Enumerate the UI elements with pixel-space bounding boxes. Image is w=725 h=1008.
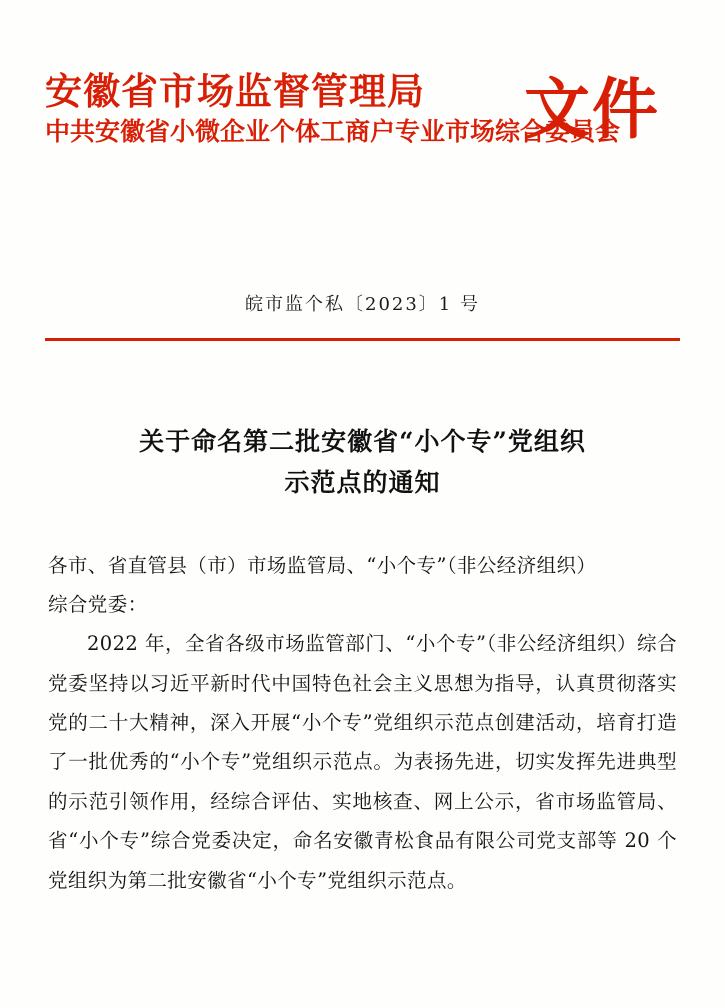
masthead-text-rows <box>45 70 680 147</box>
document-title <box>0 421 725 504</box>
addressee-line-2: 综合党委： <box>48 592 148 616</box>
title-line-2: 示范点的通知 <box>284 468 441 498</box>
addressee-line-1: 各市、省直管县（市）市场监管局、“小个专”（非公经济组织） <box>48 553 597 577</box>
document-number: 皖市监个私〔2023〕1 号 <box>245 294 480 315</box>
document-number-block <box>0 290 725 316</box>
issuing-authority-main: 安徽省市场监督管理局 <box>45 69 425 113</box>
title-line-1: 关于命名第二批安徽省“小个专”党组织 <box>139 427 586 456</box>
body-paragraph-1: 2022 年，全省各级市场监管部门、“小个专”（非公经济组织）综合党委坚持以习近平新时代中国特色社会主义思想为指导，认真贯彻落实党的二十大精神，深入开展“小个专”党组织示范点创建活动，培育打造了一批优秀的“小个专”党组织示范点。为表扬先进，切实发挥先进典型的示范引领作用，经综合评估、实地核查、网上公示，省市场监管局、省“小个专”综合党委决定，命名安徽青松食品有限公司党支部等 20 个党组织为第二批安徽省“小个专”党组织示范点。 <box>48 632 677 892</box>
document-masthead <box>0 0 725 170</box>
masthead-document-word: 文件 <box>524 70 660 148</box>
red-divider-rule <box>45 338 680 341</box>
document-body <box>0 546 725 900</box>
issuing-authority-sub: 中共安徽省小微企业个体工商户专业市场综合委员会 <box>45 116 621 146</box>
